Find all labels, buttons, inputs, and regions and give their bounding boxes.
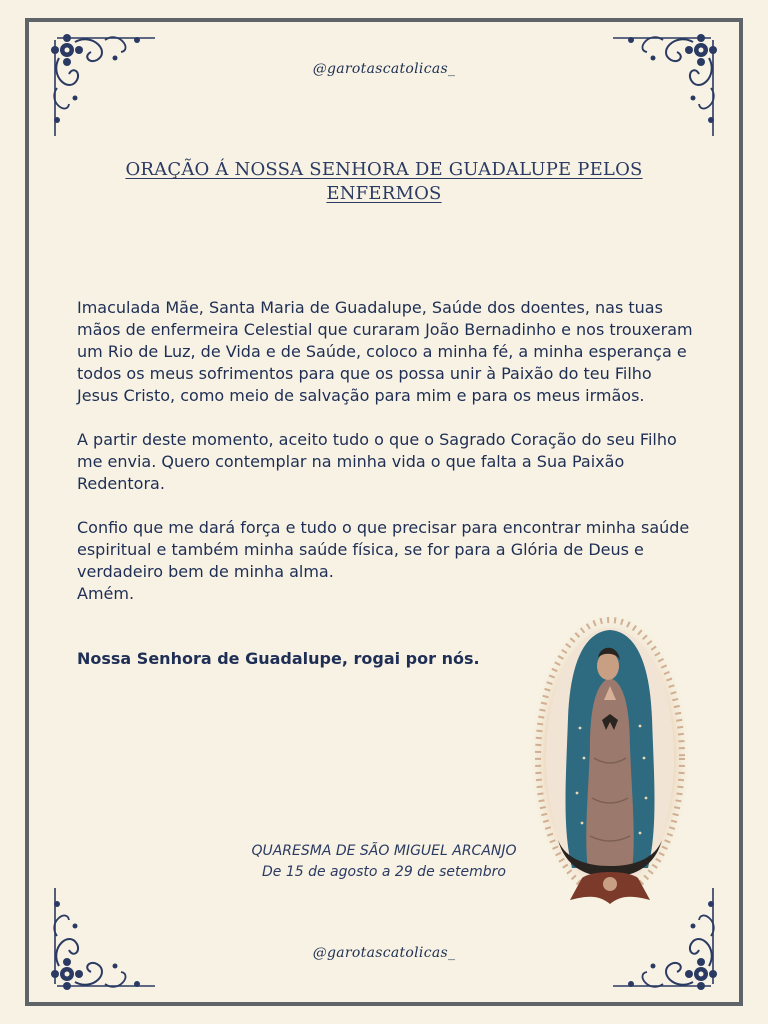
corner-ornament-icon [45, 876, 165, 996]
prayer-body [77, 297, 697, 605]
prayer-paragraph: A partir deste momento, aceito tudo o que o Sagrado Coração do seu Filho me envia. Quero contemplar na minha vida o que falta a Sua Paixão Redentora. [77, 430, 677, 493]
quaresma-title: QUARESMA DE SÃO MIGUEL ARCANJO [251, 843, 517, 859]
our-lady-of-guadalupe-illustration [522, 608, 698, 918]
instagram-handle-bottom: @garotascatolicas_ [312, 945, 456, 961]
quaresma-dates: De 15 de agosto a 29 de setembro [262, 864, 506, 880]
closing-invocation: Nossa Senhora de Guadalupe, rogai por nós. [77, 649, 480, 668]
corner-ornament-icon [603, 28, 723, 148]
quaresma-note [230, 841, 538, 883]
corner-ornament-icon [45, 28, 165, 148]
page-title: ORAÇÃO Á NOSSA SENHORA DE GUADALUPE PELOS ENFERMOS [125, 159, 643, 204]
prayer-paragraph: Confio que me dará força e tudo o que precisar para encontrar minha saúde espiritual e também minha saúde física, se for para a Glória de Deus e verdadeiro bem de minha alma. [77, 518, 690, 581]
instagram-handle-top: @garotascatolicas_ [312, 61, 456, 77]
prayer-paragraph: Imaculada Mãe, Santa Maria de Guadalupe, Saúde dos doentes, nas tuas mãos de enfermeira Celestial que curaram João Bernadinho e nos trouxeram um Rio de Luz, de Vida e de Saúde, coloco a minha fé, a minha esperança e todos os meus sofrimentos para que os possa unir à Paixão do teu Filho Jesus Cristo, como meio de salvação para mim e para os meus irmãos. [77, 298, 693, 405]
amen-line: Amém. [77, 584, 135, 603]
